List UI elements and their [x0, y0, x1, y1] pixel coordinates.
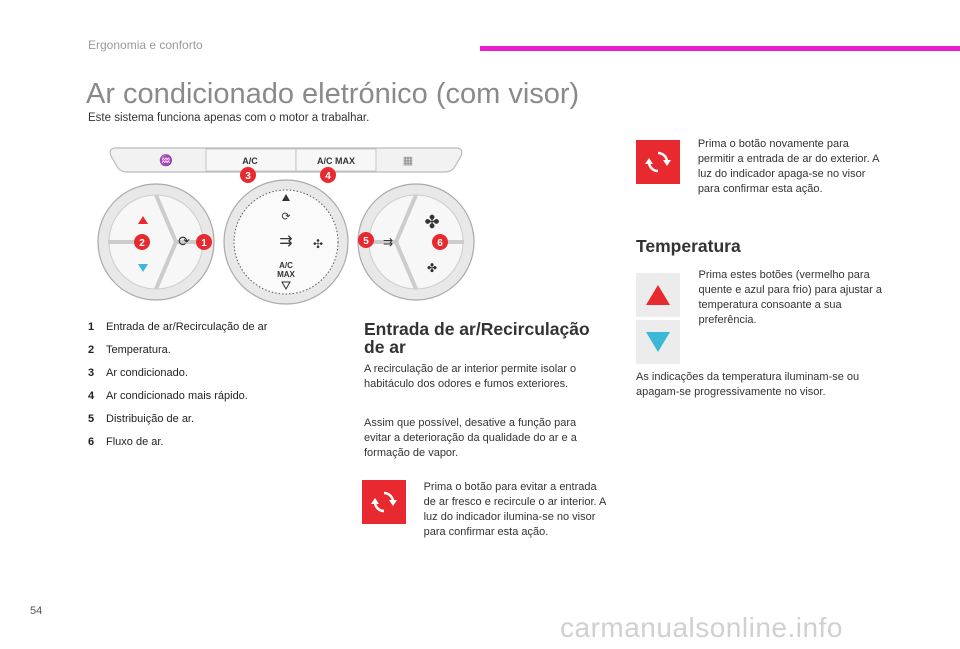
section-header: Ergonomia e conforto — [88, 38, 203, 52]
marker-4 — [320, 167, 336, 183]
entrada-paragraph-1: A recirculação de ar interior permite isolar o habitáculo dos odores e fumos exteriores. — [364, 363, 577, 390]
temperatura-heading: Temperatura — [636, 236, 741, 256]
entrada-paragraph-2: Assim que possível, desative a função para evitar a deterioração da qualidade do ar e a formação de vapor. — [364, 417, 577, 459]
svg-text:2: 2 — [139, 238, 145, 249]
display-fan-icon: ✣ — [312, 237, 324, 251]
display-seat-airflow-icon: ⇉ — [279, 233, 293, 250]
recirculation-off-button-image — [636, 140, 680, 184]
svg-text:1: 1 — [201, 238, 207, 249]
svg-text:3: 3 — [245, 171, 251, 182]
recirculation-icon — [644, 148, 672, 176]
defrost-rear-icon: ▦ — [402, 155, 414, 167]
marker-2 — [134, 234, 150, 250]
svg-text:6: 6 — [437, 238, 443, 249]
page-number: 54 — [30, 605, 43, 617]
entrada-bullet: Prima o botão para evitar a entrada de ar fresco e recircule o ar interior. A luz do indicador ilumina-se no visor para confirmar esta ação. — [418, 480, 608, 540]
page-title: Ar condicionado eletrónico (com visor) — [86, 78, 580, 110]
defrost-front-icon: ♒ — [159, 155, 173, 167]
temperatura-paragraph: As indicações da temperatura iluminam-se ou apagam-se progressivamente no visor. — [636, 371, 860, 398]
marker-1 — [196, 234, 212, 250]
display-ac-line1: A/C — [279, 261, 293, 270]
svg-text:5: 5 — [363, 236, 369, 247]
recirculation-icon — [370, 488, 398, 516]
legend-list — [88, 320, 338, 458]
section-accent-bar — [480, 46, 960, 51]
entrada-heading: Entrada de ar/Recirculação de ar — [364, 319, 590, 357]
recirc-off-bullet: Prima o botão novamente para permitir a entrada de ar do exterior. A luz do indicador apaga-se no visor para confirmar esta ação. — [692, 137, 882, 197]
legend-item: 4 Ar condicionado mais rápido. — [88, 390, 248, 402]
legend-item: 1 Entrada de ar/Recirculação de ar — [88, 321, 268, 333]
air-distribution-icon: ⇉ — [382, 235, 394, 249]
intro-text: Este sistema funciona apenas com o motor a trabalhar. — [88, 112, 370, 124]
temp-cold-button-image — [636, 320, 680, 364]
triangle-down-icon — [645, 331, 671, 353]
fan-low-icon: ✤ — [426, 261, 438, 275]
recirculation-button-image — [362, 480, 406, 524]
display-ac-line2: MAX — [277, 270, 295, 279]
marker-6 — [432, 234, 448, 250]
center-display — [224, 180, 348, 304]
svg-text:4: 4 — [325, 171, 331, 182]
ac-button-label: A/C — [242, 156, 258, 166]
triangle-up-icon — [645, 284, 671, 306]
display-recirc-icon: ⟳ — [281, 211, 291, 223]
legend-item: 6 Fluxo de ar. — [88, 436, 164, 448]
ac-max-button-label: A/C MAX — [317, 156, 355, 166]
legend-item: 3 Ar condicionado. — [88, 367, 188, 379]
marker-3 — [240, 167, 256, 183]
temp-hot-button-image — [636, 273, 680, 317]
marker-5 — [358, 232, 374, 248]
legend-item: 2 Temperatura. — [88, 344, 171, 356]
legend-item: 5 Distribuição de ar. — [88, 413, 195, 425]
temperatura-bullet: Prima estes botões (vermelho para quente e azul para frio) para ajustar a temperatura consoante a sua preferência. — [692, 268, 882, 328]
recirculation-icon: ⟳ — [178, 233, 190, 249]
climate-panel-illustration — [96, 140, 476, 312]
right-dial — [358, 184, 474, 300]
watermark: carmanualsonline.info — [560, 612, 843, 643]
fan-high-icon: ✤ — [424, 212, 440, 232]
